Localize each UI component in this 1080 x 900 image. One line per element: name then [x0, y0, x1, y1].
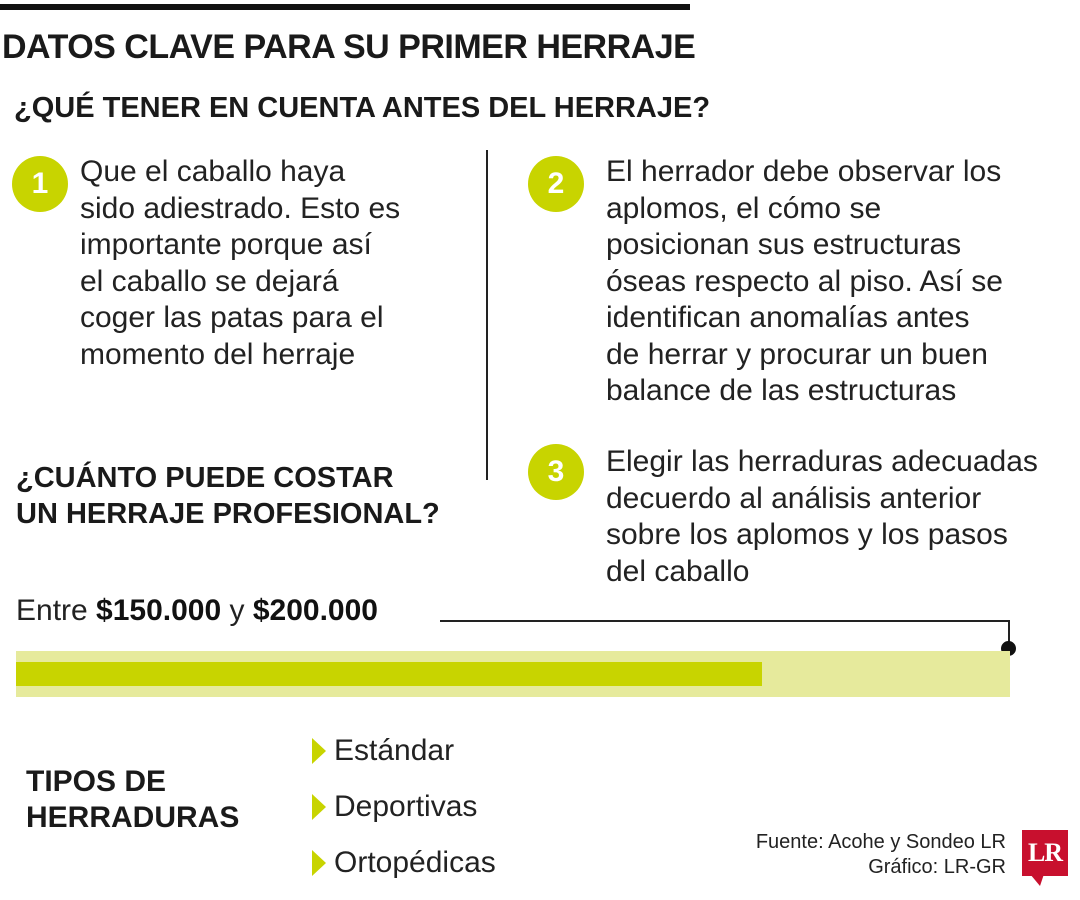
step-text: Que el caballo haya sido adiestrado. Esto es importante porque así el caballo se dejará coger las patas para el momento del herraje — [80, 155, 401, 371]
step-number-badge: 2 — [528, 156, 584, 212]
top-rule — [0, 4, 690, 10]
step-number-badge: 1 — [12, 156, 68, 212]
price-bar-fill — [16, 662, 762, 686]
step-number-badge: 3 — [528, 444, 584, 500]
list-item-label: Estándar — [334, 734, 455, 767]
step-text: El herrador debe observar los aplomos, el cómo se posicionan sus estructuras óseas respecto al piso. Así se identifican anomalías antes de herrar y procurar un buen balance de las estructuras — [606, 155, 1003, 407]
section-title-types: TIPOS DE HERRADURAS — [26, 765, 240, 834]
column-divider — [486, 150, 488, 480]
price-connector: y — [221, 594, 253, 627]
lr-logo-tail — [1030, 874, 1044, 886]
price-leader-line — [440, 620, 1010, 622]
chevron-right-icon — [312, 794, 326, 820]
list-item-label: Ortopédicas — [334, 846, 496, 879]
price-bar-track — [16, 651, 1010, 697]
price-range — [16, 594, 378, 628]
section-title-before: ¿QUÉ TENER EN CUENTA ANTES DEL HERRAJE? — [14, 92, 711, 124]
step-text: Elegir las herraduras adecuadas decuerdo al análisis anterior sobre los aplomos y los pasos del caballo — [606, 445, 1038, 588]
main-title: DATOS CLAVE PARA SU PRIMER HERRAJE — [2, 28, 696, 66]
source-credit: Fuente: Acohe y Sondeo LR Gráfico: LR-GR — [755, 831, 1006, 878]
lr-logo: LR — [1022, 830, 1068, 876]
list-item-label: Deportivas — [334, 790, 478, 823]
price-prefix: Entre — [16, 594, 97, 627]
list-item — [312, 846, 496, 880]
price-high: $200.000 — [252, 594, 378, 627]
list-item — [312, 790, 477, 824]
chevron-right-icon — [312, 850, 326, 876]
price-low: $150.000 — [96, 594, 222, 627]
list-item — [312, 734, 454, 768]
section-title-cost: ¿CUÁNTO PUEDE COSTAR UN HERRAJE PROFESIONAL? — [16, 462, 440, 530]
chevron-right-icon — [312, 738, 326, 764]
